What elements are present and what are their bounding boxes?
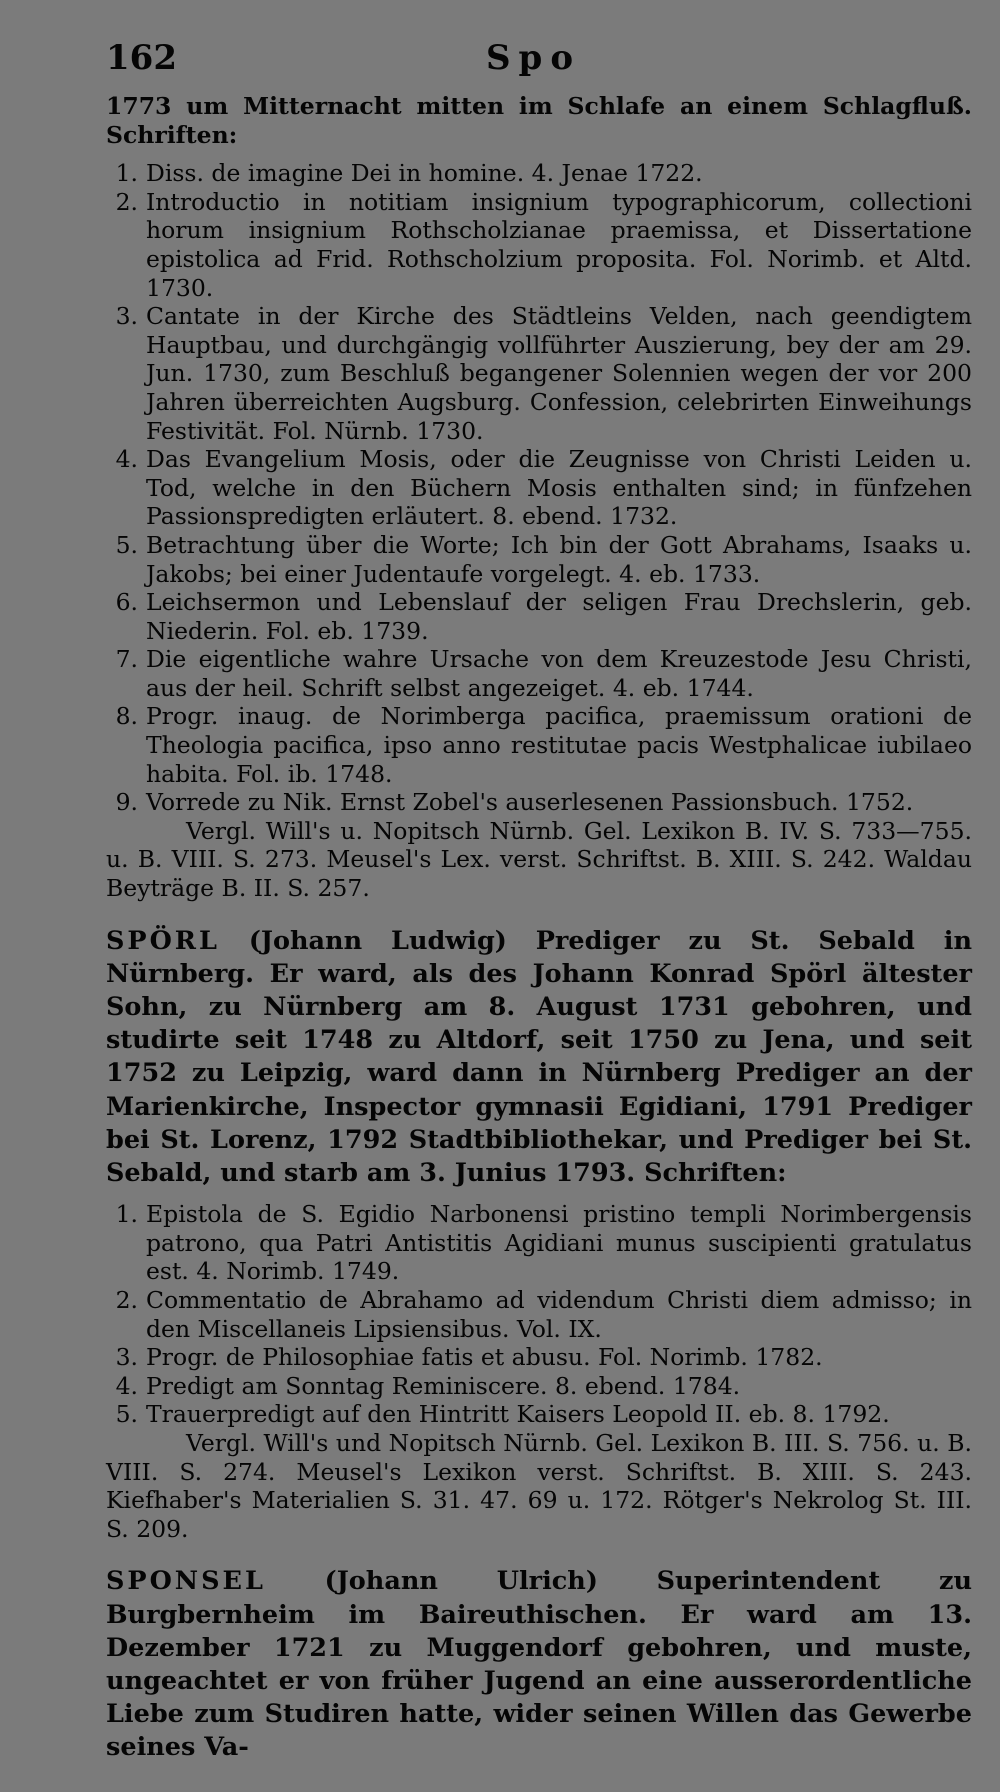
references: Vergl. Will's u. Nopitsch Nürnb. Gel. Lexikon B. IV. S. 733—755. u. B. VIII. S. 273. Meusel's Lex. verst. Schriftst. B. XIII. S. 242. Waldau Beyträge B. II. S. 257. (106, 816, 972, 903)
list-item (106, 702, 972, 788)
works-list-2 (106, 1200, 972, 1429)
item-text: Vorrede zu Nik. Ernst Zobel's auserlesenen Passionsbuch. 1752. (146, 788, 914, 817)
item-number: 4. (115, 1371, 138, 1400)
page-body (106, 92, 972, 1765)
item-text: Leichsermon und Lebenslauf der seligen Frau Drechslerin, geb. Niederin. Fol. eb. 1739. (146, 588, 972, 645)
list-item (106, 302, 972, 445)
list-item (106, 588, 972, 645)
list-item (106, 1400, 972, 1429)
entry-sporl (106, 925, 972, 1191)
entry-sponsel (106, 1565, 972, 1764)
entry-lemma: SPONSEL (106, 1566, 266, 1597)
list-item (106, 531, 972, 588)
item-number: 5. (115, 530, 138, 559)
entry-text: (Johann Ulrich) Superintendent zu Burgbernheim im Baireuthischen. Er ward am 13. Dezember 1721 zu Muggendorf gebohren, und muste, ungeachtet er von früher Jugend an eine ausserordentliche Liebe zum Studiren hatte, wider seinen Willen das Gewerbe seines Va- (106, 1566, 972, 1763)
item-number: 6. (115, 588, 138, 617)
item-number: 3. (115, 302, 138, 331)
item-text: Die eigentliche wahre Ursache von dem Kreuzestode Jesu Christi, aus der heil. Schrift selbst angezeiget. 4. eb. 1744. (146, 645, 972, 702)
item-text: Introductio in notitiam insignium typographicorum, collectioni horum insignium Rothscholzianae praemissa, et Dissertatione epistolica ad Frid. Rothscholzium proposita. Fol. Norimb. et Altd. 1730. (146, 187, 972, 302)
list-item (106, 1372, 972, 1401)
item-number: 7. (115, 645, 138, 674)
item-number: 2. (115, 187, 138, 216)
list-item (106, 445, 972, 531)
item-number: 4. (115, 445, 138, 474)
item-number: 9. (115, 788, 138, 817)
item-text: Trauerpredigt auf den Hintritt Kaisers Leopold II. eb. 8. 1792. (146, 1400, 890, 1429)
item-number: 3. (115, 1343, 138, 1372)
entry-text: (Johann Ludwig) Prediger zu St. Sebald in Nürnberg. Er ward, als des Johann Konrad Spörl ältester Sohn, zu Nürnberg am 8. August 1731 gebohren, und studirte seit 1748 zu Altdorf, seit 1750 zu Jena, und seit 1752 zu Leipzig, ward dann in Nürnberg Prediger an der Marienkirche, Inspector gymnasii Egidiani, 1791 Prediger bei St. Lorenz, 1792 Stadtbibliothekar, und Prediger bei St. Sebald, und starb am 3. Junius 1793. Schriften: (106, 925, 972, 1189)
item-number: 2. (115, 1286, 138, 1315)
list-item (106, 1286, 972, 1343)
list-item (106, 788, 972, 817)
spacer (106, 903, 972, 925)
item-text: Betrachtung über die Worte; Ich bin der Gott Abrahams, Isaaks u. Jakobs; bei einer Judentaufe vorgelegt. 4. eb. 1733. (146, 530, 972, 588)
list-item (106, 645, 972, 702)
item-number: 1. (115, 1200, 138, 1229)
list-item (106, 188, 972, 302)
page-number: 162 (106, 38, 177, 78)
item-text: Cantate in der Kirche des Städtleins Velden, nach geendigtem Hauptbau, und durchgängig vollführter Auszierung, bey der am 29. Jun. 1730, zum Beschluß begangener Solennien wegen der vor 200 Jahren überreichten Augsburg. Confession, celebrirten Einweihungs Festivität. Fol. Nürnb. 1730. (146, 302, 972, 445)
spacer (106, 1543, 972, 1565)
item-text: Predigt am Sonntag Reminiscere. 8. ebend. 1784. (146, 1371, 741, 1400)
item-text: Diss. de imagine Dei in homine. 4. Jenae 1722. (146, 159, 703, 188)
entry-continuation-intro: 1773 um Mitternacht mitten im Schlafe an einem Schlagfluß. Schriften: (106, 92, 972, 149)
item-text: Progr. de Philosophiae fatis et abusu. Fol. Norimb. 1782. (146, 1343, 823, 1372)
running-head: Spo (486, 38, 582, 78)
works-list-1 (106, 159, 972, 817)
item-text: Commentatio de Abrahamo ad videndum Christi diem admisso; in den Miscellaneis Lipsiensibus. Vol. IX. (146, 1286, 972, 1343)
item-number: 1. (115, 159, 138, 188)
item-number: 5. (115, 1400, 138, 1429)
item-text: Epistola de S. Egidio Narbonensi pristino templi Norimbergensis patrono, qua Patri Antistitis Agidiani munus suscipienti gratulatus est. 4. Norimb. 1749. (146, 1200, 972, 1286)
list-item (106, 1200, 972, 1286)
references: Vergl. Will's und Nopitsch Nürnb. Gel. Lexikon B. III. S. 756. u. B. VIII. S. 274. Meusel's Lexikon verst. Schriftst. B. XIII. S. 243. Kiefhaber's Materialien S. 31. 47. 69 u. 172. Rötger's Nekrolog St. III. S. 209. (106, 1429, 972, 1543)
item-text: Progr. inaug. de Norimberga pacifica, praemissum orationi de Theologia pacifica, ipso anno restitutae pacis Westphalicae iubilaeo habita. Fol. ib. 1748. (146, 702, 972, 788)
list-item (106, 1343, 972, 1372)
page-header (106, 38, 972, 86)
item-text: Das Evangelium Mosis, oder die Zeugnisse von Christi Leiden u. Tod, welche in den Büchern Mosis enthalten sind; in fünfzehen Passionspredigten erläutert. 8. ebend. 1732. (146, 445, 972, 531)
item-number: 8. (115, 702, 138, 731)
entry-lemma: SPÖRL (106, 925, 220, 956)
list-item (106, 159, 972, 188)
